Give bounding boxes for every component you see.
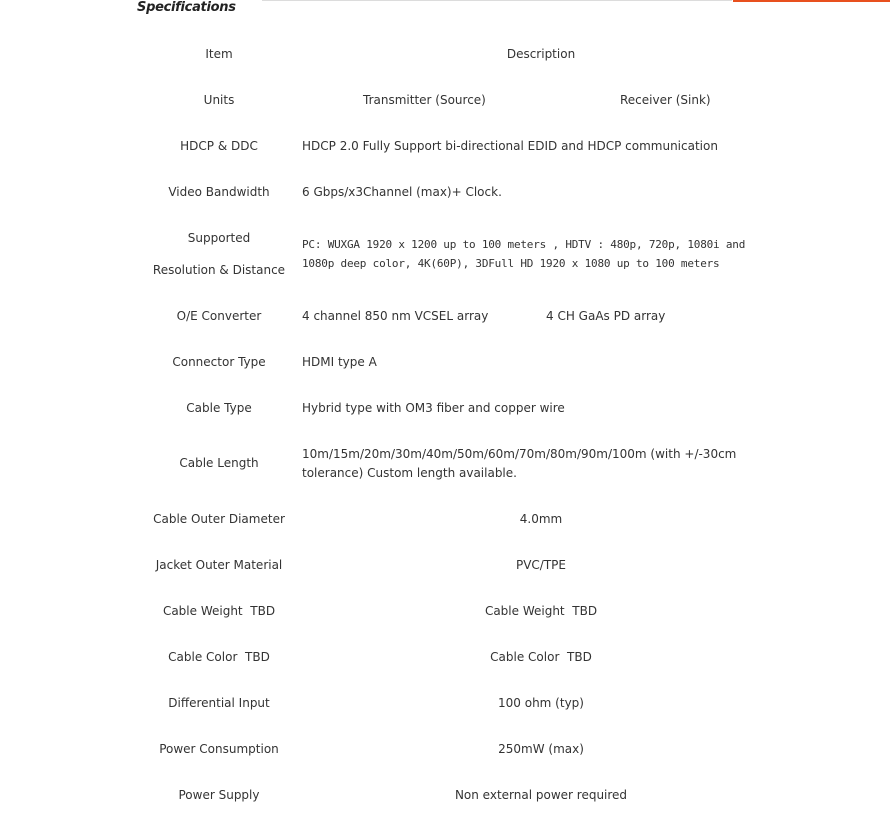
row-label: Cable Type	[186, 401, 252, 415]
row-value-line2: 1080p deep color, 4K(60P), 3DFull HD 1920 x 1080 up to 100 meters	[302, 257, 720, 270]
row-value: Hybrid type with OM3 fiber and copper wire	[302, 401, 565, 415]
row-value: Cable Color TBD	[490, 650, 592, 664]
oe-receiver: 4 CH GaAs PD array	[546, 309, 666, 323]
row-label: Connector Type	[172, 355, 266, 369]
oe-transmitter: 4 channel 850 nm VCSEL array	[302, 309, 489, 323]
row-label: Cable Outer Diameter	[153, 512, 285, 526]
row-value: HDCP 2.0 Fully Support bi-directional EDID and HDCP communication	[302, 139, 718, 153]
row-label: Cable Weight TBD	[162, 604, 276, 618]
row-label: Units	[203, 93, 235, 107]
row-value: Cable Weight TBD	[484, 604, 598, 618]
row-value: PVC/TPE	[515, 558, 566, 572]
tab-specifications[interactable]: Specifications	[137, 0, 236, 15]
row-label: Cable Color TBD	[168, 650, 270, 664]
tab-bar-divider	[262, 0, 732, 1]
row-value: 4.0mm	[519, 512, 563, 526]
active-tab-indicator	[733, 0, 890, 2]
row-label: O/E Converter	[176, 309, 262, 323]
row-value: Non external power required	[454, 788, 628, 802]
row-label: Jacket Outer Material	[155, 558, 283, 572]
row-value: 100 ohm (typ)	[498, 696, 584, 710]
row-label: Video Bandwidth	[168, 185, 270, 199]
row-label-line1: Supported	[187, 231, 251, 245]
row-label: Differential Input	[168, 696, 270, 710]
header-item: Item	[205, 47, 233, 61]
table-row-cable-length	[140, 446, 780, 482]
row-label: Power Consumption	[159, 742, 279, 756]
row-value-line2: tolerance) Custom length available.	[302, 466, 517, 480]
row-label: Power Supply	[178, 788, 260, 802]
units-receiver: Receiver (Sink)	[620, 93, 711, 107]
row-value: HDMI type A	[302, 355, 377, 369]
units-transmitter: Transmitter (Source)	[363, 93, 486, 107]
row-label-line2: Resolution & Distance	[152, 263, 286, 277]
row-value-line1: PC: WUXGA 1920 x 1200 up to 100 meters , HDTV : 480p, 720p, 1080i and	[302, 238, 746, 251]
header-description: Description	[506, 47, 576, 61]
row-label: Cable Length	[179, 456, 259, 470]
row-value: 250mW (max)	[498, 742, 584, 756]
row-value-line1: 10m/15m/20m/30m/40m/50m/60m/70m/80m/90m/100m (with +/-30cm	[302, 447, 737, 461]
row-label: HDCP & DDC	[180, 139, 258, 153]
table-row-resolution	[140, 230, 780, 280]
row-value: 6 Gbps/x3Channel (max)+ Clock.	[302, 185, 502, 199]
